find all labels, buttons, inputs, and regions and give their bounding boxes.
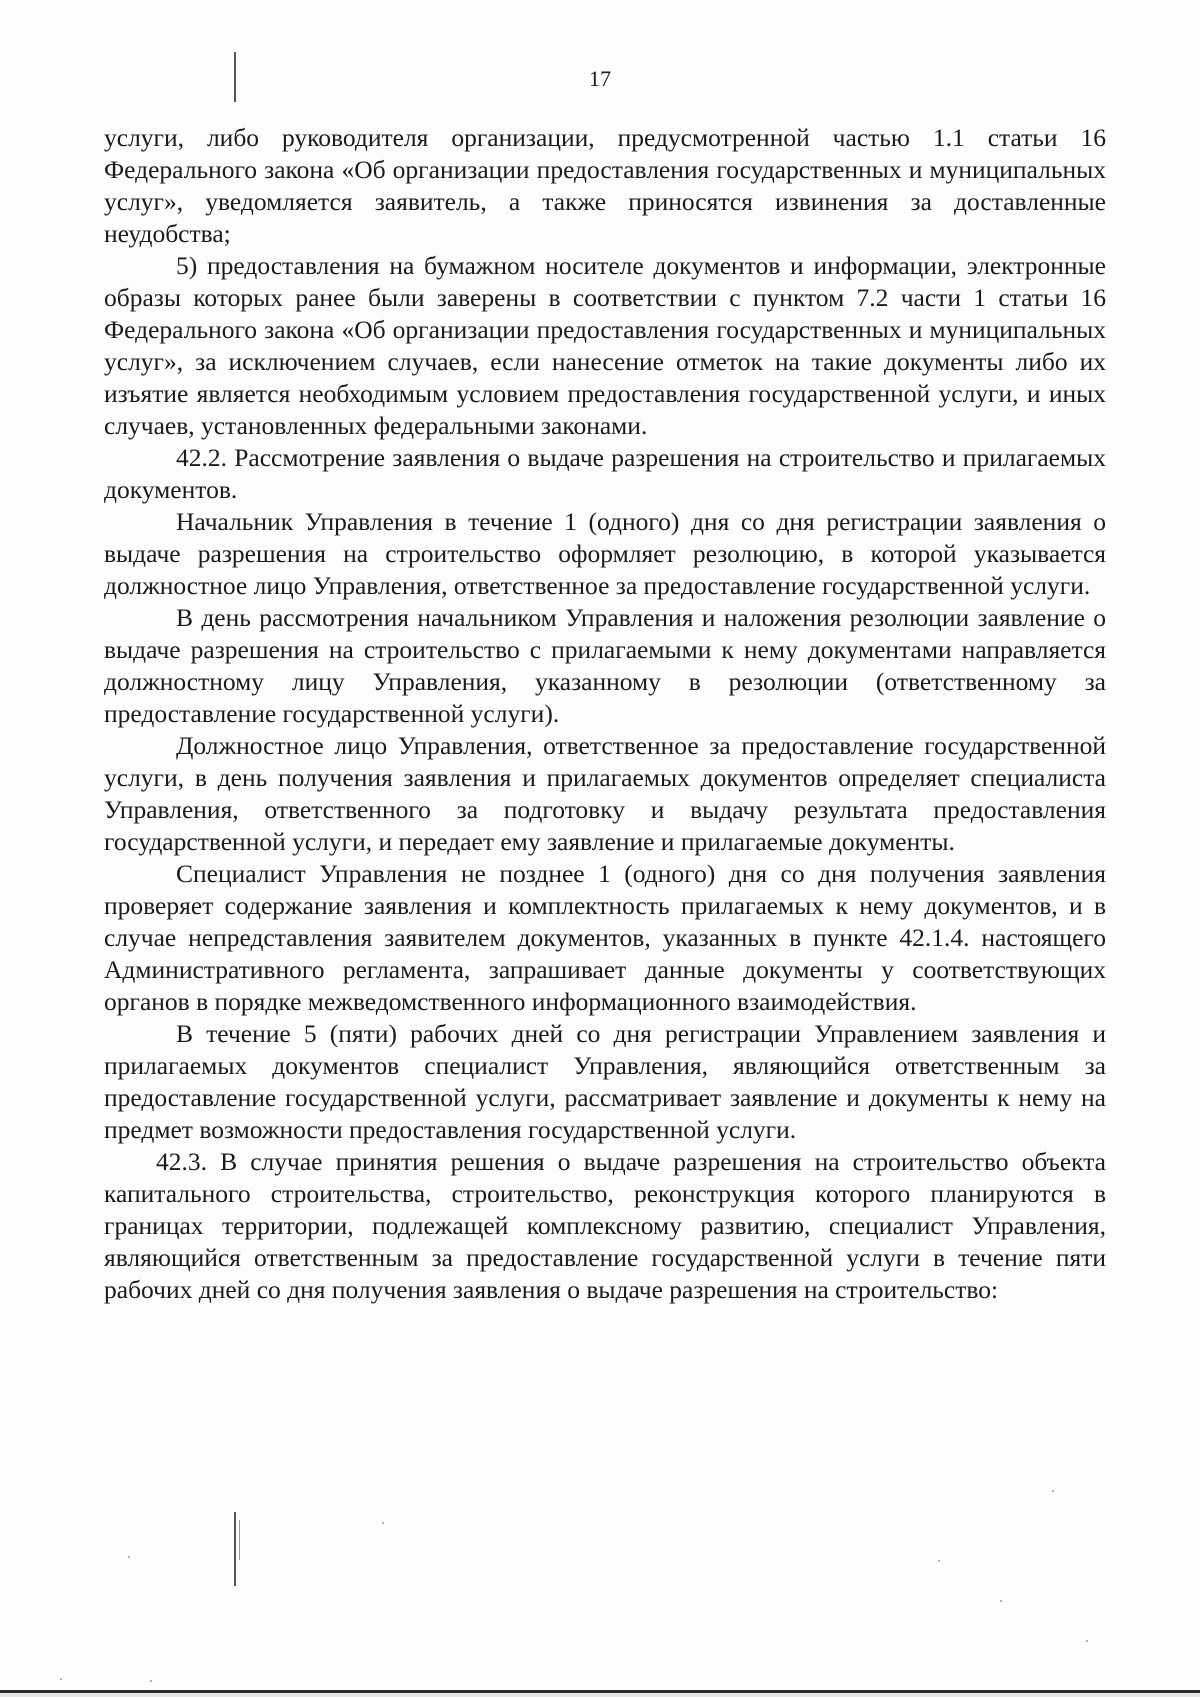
paragraph-five-days: В течение 5 (пяти) рабочих дней со дня регистрации Управлением заявления и прилагаемых документов специалист Управления, являющийся ответственным за предоставление государственной услуги, рассматривает заявление и документы к нему на предмет возможности предоставления государственной услуги. — [104, 1019, 1106, 1144]
paragraph-head-resolution: Начальник Управления в течение 1 (одного) дня со дня регистрации заявления о выдаче разрешения на строительство оформляет резолюцию, в которой указывается должностное лицо Управления, ответственное за предоставление государственной услуги. — [104, 507, 1106, 600]
scan-dot — [1086, 1640, 1088, 1642]
scan-dot — [1052, 1490, 1054, 1492]
document-body — [104, 122, 1106, 1306]
scan-dot — [938, 1560, 940, 1562]
paragraph-section-42-2: 42.2. Рассмотрение заявления о выдаче разрешения на строительство и прилагаемых документов. — [104, 443, 1106, 504]
paragraph-section-42-3: 42.3. В случае принятия решения о выдаче разрешения на строительство объекта капитального строительства, строительство, реконструкция которого планируются в границах территории, подлежащей комплексному развитию, специалист Управления, являющийся ответственным за предоставление государственной услуги в течение пяти рабочих дней со дня получения заявления о выдаче разрешения на строительство: — [104, 1147, 1106, 1304]
scan-artifact-bottom — [234, 1512, 236, 1586]
scan-dot — [382, 1522, 384, 1524]
paragraph-official-assigns: Должностное лицо Управления, ответственное за предоставление государственной услуги, в день получения заявления и прилагаемых документов определяет специалиста Управления, ответственного за подготовку и выдачу результата предоставления государственной услуги, и передает ему заявление и прилагаемые документы. — [104, 731, 1106, 856]
scan-bottom-band — [0, 1693, 1200, 1697]
scan-dot — [1000, 1600, 1002, 1602]
scan-dot — [60, 1678, 62, 1680]
paragraph-review-day: В день рассмотрения начальником Управления и наложения резолюции заявление о выдаче разрешения на строительство с прилагаемыми к нему документами направляется должностному лицу Управления, указанному в резолюции (ответственному за предоставление государственной услуги). — [104, 603, 1106, 728]
page-number: 17 — [589, 66, 611, 91]
paragraph-continuation: услуги, либо руководителя организации, предусмотренной частью 1.1 статьи 16 Федерального закона «Об организации предоставления государственных и муниципальных услуг», уведомляется заявитель, а также приносятся извинения за доставленные неудобства; — [104, 123, 1106, 248]
scan-dot — [128, 1556, 130, 1558]
scan-dot — [150, 1680, 152, 1682]
paragraph-item-5: 5) предоставления на бумажном носителе документов и информации, электронные образы которых ранее были заверены в соответствии с пунктом 7.2 части 1 статьи 16 Федерального закона «Об организации предоставления государственных и муниципальных услуг», за исключением случаев, если нанесение отметок на такие документы либо их изъятие является необходимым условием предоставления государственной услуги, и иных случаев, установленных федеральными законами. — [104, 251, 1106, 440]
scan-artifact-bottom-2 — [239, 1520, 240, 1560]
paragraph-specialist-checks: Специалист Управления не позднее 1 (одного) дня со дня получения заявления проверяет содержание заявления и комплектность прилагаемых к нему документов, и в случае непредставления заявителем документов, указанных в пункте 42.1.4. настоящего Административного регламента, запрашивает данные документы у соответствующих органов в порядке межведомственного информационного взаимодействия. — [104, 859, 1106, 1016]
